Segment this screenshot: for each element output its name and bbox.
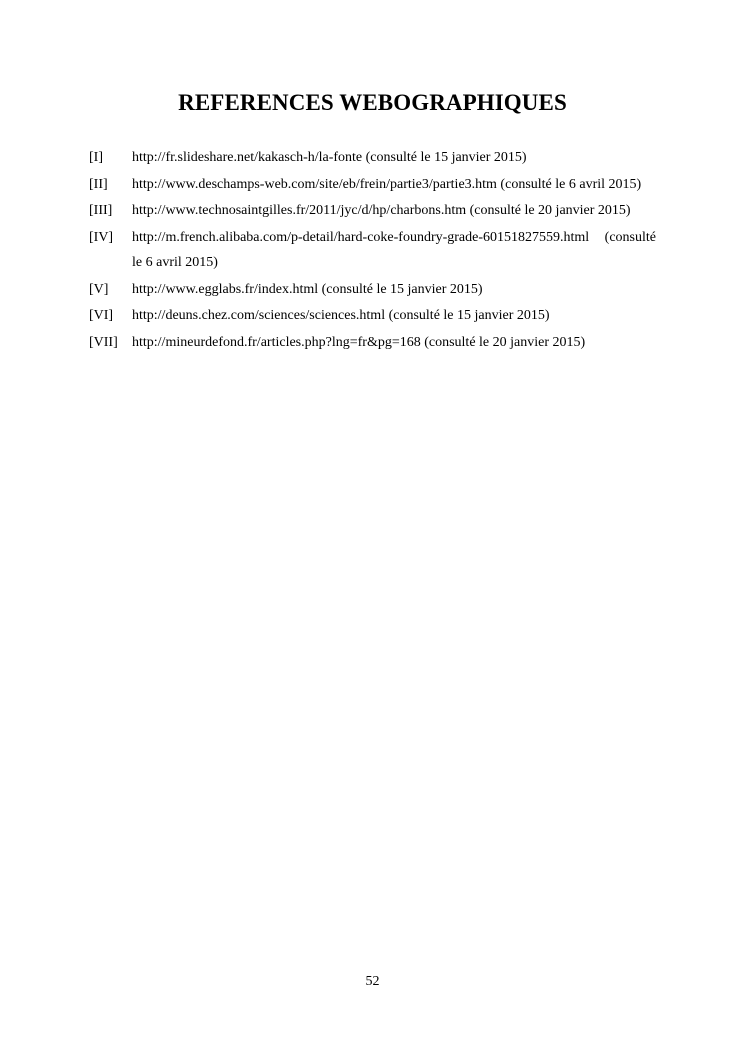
reference-number: [VI] bbox=[89, 308, 114, 323]
reference-item bbox=[89, 225, 656, 276]
reference-number: [VII] bbox=[89, 334, 118, 350]
reference-text: http://deuns.chez.com/sciences/sciences.html (consulté le 15 janvier 2015) bbox=[132, 308, 550, 323]
reference-text: http://mineurdefond.fr/articles.php?lng=fr&pg=168 (consulté le 20 janvier 2015) bbox=[132, 334, 586, 350]
reference-text: http://www.egglabs.fr/index.html (consulté le 15 janvier 2015) bbox=[132, 281, 483, 297]
reference-item bbox=[89, 198, 656, 224]
reference-number: [I] bbox=[89, 150, 103, 165]
page-title: REFERENCES WEBOGRAPHIQUES bbox=[178, 90, 567, 115]
reference-item bbox=[89, 303, 656, 329]
reference-item bbox=[89, 330, 656, 356]
reference-number: [III] bbox=[89, 203, 113, 218]
reference-text: http://fr.slideshare.net/kakasch-h/la-fonte (consulté le 15 janvier 2015) bbox=[132, 150, 527, 165]
reference-item bbox=[89, 277, 656, 303]
reference-number: [V] bbox=[89, 281, 109, 297]
reference-item bbox=[89, 172, 656, 198]
reference-number: [IV] bbox=[89, 229, 114, 245]
reference-list bbox=[89, 145, 656, 356]
reference-item bbox=[89, 145, 656, 171]
reference-number: [II] bbox=[89, 176, 108, 192]
reference-text: http://www.deschamps-web.com/site/eb/frein/partie3/partie3.htm (consulté le 6 avril 2015) bbox=[132, 176, 642, 192]
reference-text: http://m.french.alibaba.com/p-detail/hard-coke-foundry-grade-60151827559.html (consulté le 6 avril 2015) bbox=[132, 229, 656, 270]
page-number: 52 bbox=[365, 974, 380, 989]
reference-text: http://www.technosaintgilles.fr/2011/jyc/d/hp/charbons.htm (consulté le 20 janvier 2015) bbox=[132, 203, 631, 218]
